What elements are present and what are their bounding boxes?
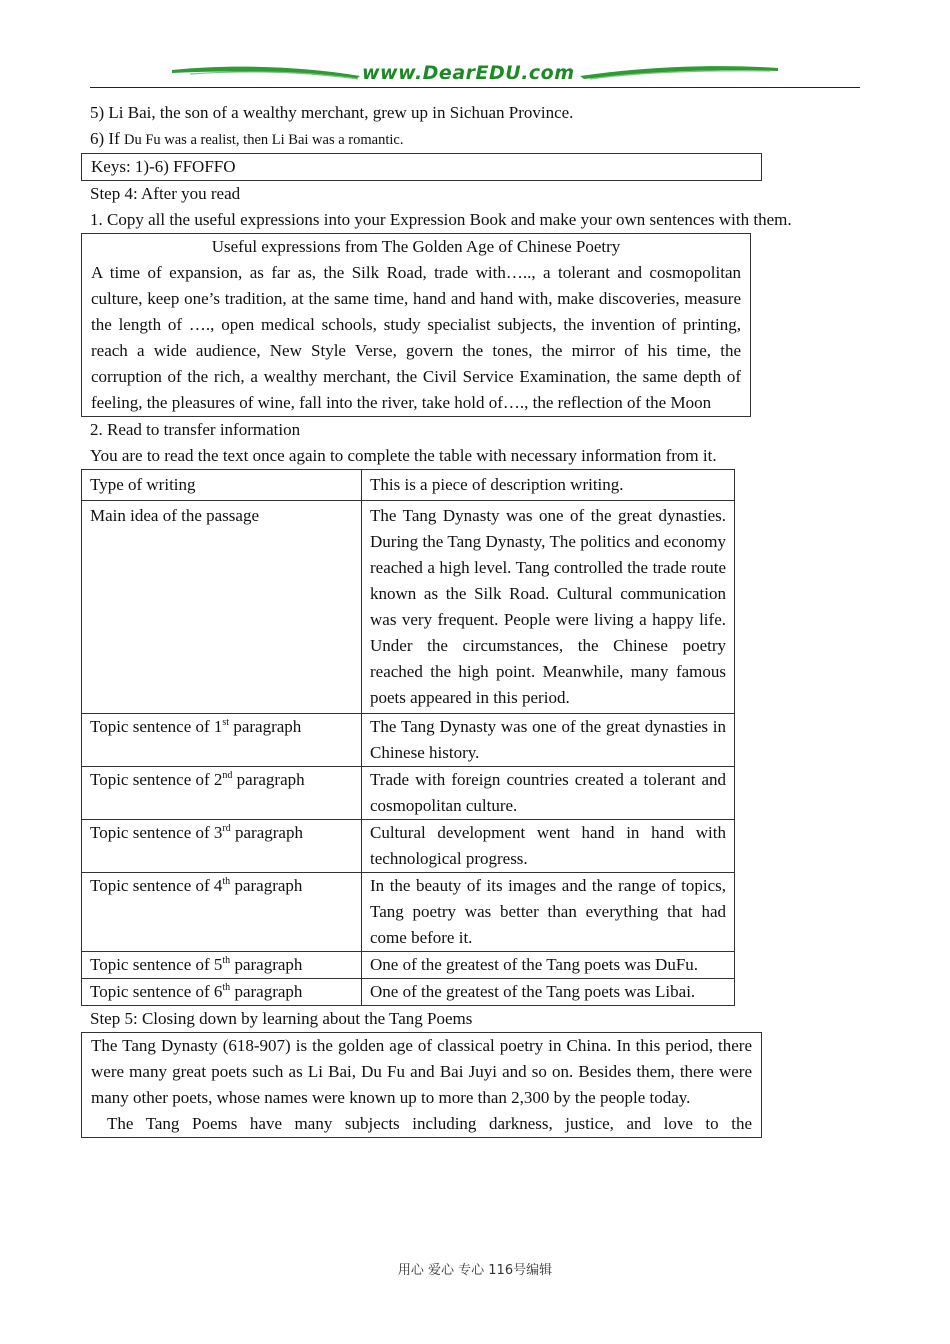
expressions-box (81, 233, 751, 417)
statement-6: 6) If Du Fu was a realist, then Li Bai was a romantic. (90, 129, 404, 148)
step4-item2-description: You are to read the text once again to complete the table with necessary information from it. (90, 446, 717, 465)
table-row (82, 470, 735, 501)
row-label: Main idea of the passage (82, 501, 362, 714)
tang-poems-paragraph-2: The Tang Poems have many subjects including darkness, justice, and love to the (107, 1114, 752, 1133)
table-row (82, 501, 735, 714)
header-rule (90, 87, 860, 89)
row-label: Type of writing (82, 470, 362, 501)
statement-5: 5) Li Bai, the son of a wealthy merchant, grew up in Sichuan Province. (90, 103, 574, 122)
row-value: The Tang Dynasty was one of the great dynasties in Chinese history. (362, 714, 735, 767)
step4-title: Step 4: After you read (90, 184, 241, 203)
expressions-title: Useful expressions from The Golden Age of Chinese Poetry (211, 237, 621, 256)
expressions-text: A time of expansion, as far as, the Silk Road, trade with….., a tolerant and cosmopolitan culture, keep one’s tradition, at the same time, hand and hand with, make discoveries, measure the length of …., open medical schools, study specialist subjects, the invention of printing, reach a wide audience, New Style Verse, govern the tones, the mirror of his time, the corruption of the rich, a wealthy merchant, the Civil Service Examination, the same depth of feeling, the pleasures of wine, fall into the river, take hold of…., the reflection of the Moon (91, 263, 741, 412)
step5-title: Step 5: Closing down by learning about the Tang Poems (90, 1009, 473, 1028)
row-label: Topic sentence of 2nd paragraph (82, 767, 362, 820)
row-value: One of the greatest of the Tang poets was DuFu. (362, 952, 735, 979)
tang-poems-box (81, 1032, 762, 1138)
row-label: Topic sentence of 5th paragraph (82, 952, 362, 979)
row-value: In the beauty of its images and the range of topics, Tang poetry was better than everything that had come before it. (362, 873, 735, 952)
information-table (81, 469, 735, 1006)
step4-item2: 2. Read to transfer information (90, 420, 301, 439)
table-row (82, 873, 735, 952)
document-body (90, 100, 860, 1138)
tang-poems-paragraph-1: The Tang Dynasty (618-907) is the golden age of classical poetry in China. In this period, there were many great poets such as Li Bai, Du Fu and Bai Juyi and so on. Besides them, there were many other poets, whose names were known up to more than 2,300 by the people today. (91, 1036, 752, 1107)
row-label: Topic sentence of 3rd paragraph (82, 820, 362, 873)
page-header (90, 62, 860, 88)
row-label: Topic sentence of 4th paragraph (82, 873, 362, 952)
table-row (82, 714, 735, 767)
table-row (82, 820, 735, 873)
site-logo-text: www.DearEDU.com (362, 62, 575, 84)
keys-box (81, 153, 762, 181)
keys-text: Keys: 1)-6) FFOFFO (91, 157, 236, 176)
table-row (82, 952, 735, 979)
row-label: Topic sentence of 1st paragraph (82, 714, 362, 767)
table-row (82, 979, 735, 1006)
row-value: This is a piece of description writing. (362, 470, 735, 501)
step4-item1: 1. Copy all the useful expressions into your Expression Book and make your own sentences with them. (90, 210, 792, 229)
table-row (82, 767, 735, 820)
row-value: One of the greatest of the Tang poets was Libai. (362, 979, 735, 1006)
row-label: Topic sentence of 6th paragraph (82, 979, 362, 1006)
page-footer: 用心 爱心 专心 116号编辑 (397, 1263, 553, 1278)
row-value: Trade with foreign countries created a tolerant and cosmopolitan culture. (362, 767, 735, 820)
row-value: Cultural development went hand in hand with technological progress. (362, 820, 735, 873)
row-value: The Tang Dynasty was one of the great dynasties. During the Tang Dynasty, The politics and economy reached a high level. Tang controlled the trade route known as the Silk Road. Cultural communication was very frequent. People were living a happy life. Under the circumstances, the Chinese poetry reached the high point. Meanwhile, many famous poets appeared in this period. (362, 501, 735, 714)
